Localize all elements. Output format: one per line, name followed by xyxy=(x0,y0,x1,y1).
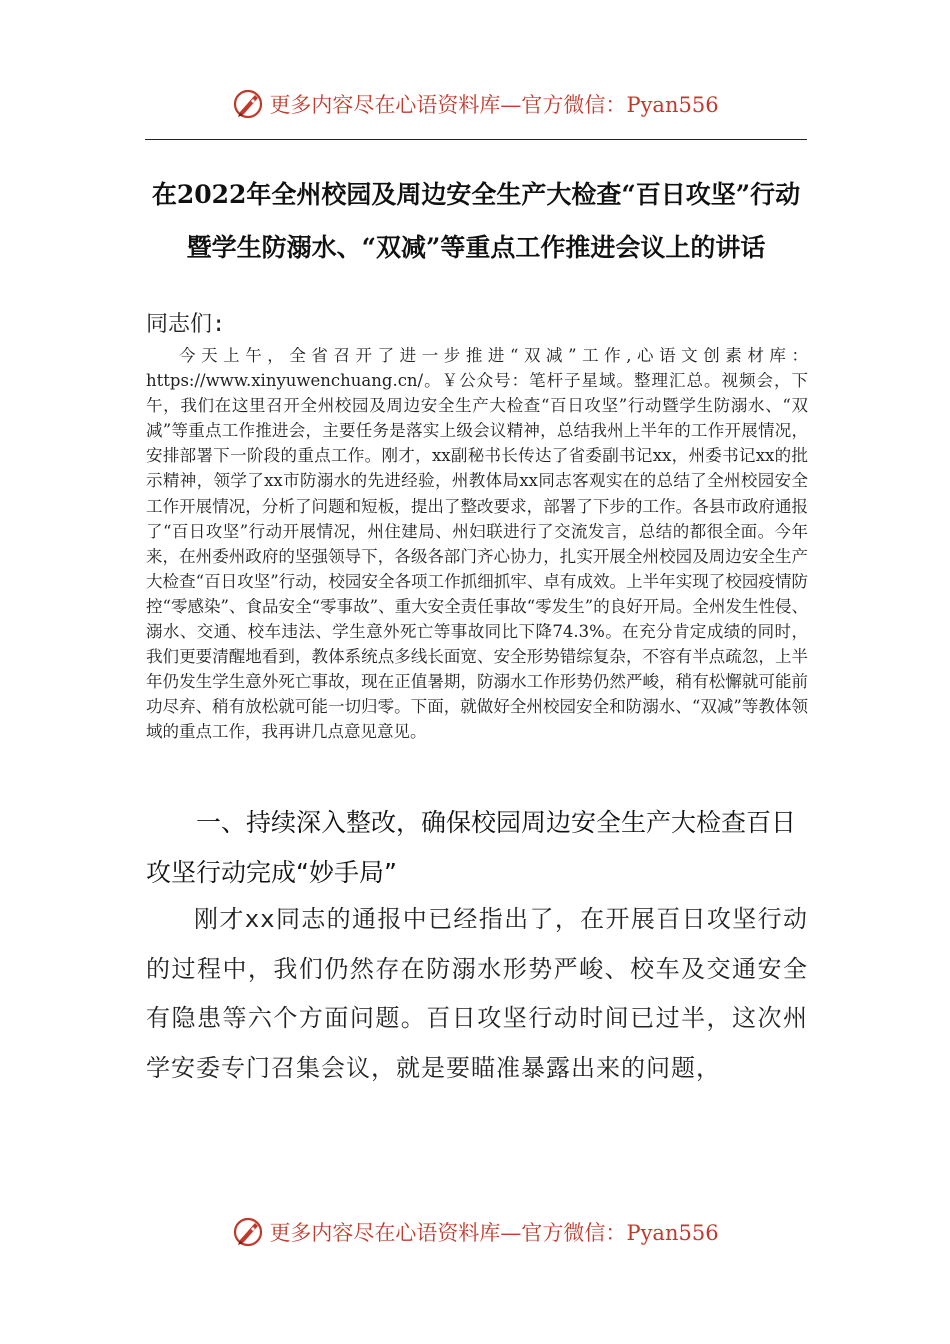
header-banner xyxy=(0,84,950,124)
pen-logo-icon xyxy=(231,1215,265,1249)
banner-text: 更多内容尽在心语资料库—官方微信：Pyan556 xyxy=(269,93,719,117)
wechat-id: Pyan556 xyxy=(626,93,719,117)
intro-paragraph: 今天上午，全省召开了进一步推进“双减”工作,心语文创素材库：https://www.xinyuwenchuang.cn/。￥公众号：笔杆子星域。整理汇总。视频会，下午，我们在这里召开全州校园及周边安全生产大检查“百日攻坚”行动暨学生防溺水、“双减”等重点工作推进会，主要任务是落实上级会议精神，总结我州上半年的工作开展情况，安排部署下一阶段的重点工作。刚才，xx副秘书长传达了省委副书记xx，州委书记xx的批示精神，领学了xx市防溺水的先进经验，州教体局xx同志客观实在的总结了全州校园安全工作开展情况，分析了问题和短板，提出了整改要求，部署了下步的工作。各县市政府通报了“百日攻坚”行动开展情况，州住建局、州妇联进行了交流发言，总结的都很全面。今年来，在州委州政府的坚强领导下，各级各部门齐心协力，扎实开展全州校园及周边安全生产大检查“百日攻坚”行动，校园安全各项工作抓细抓牢、卓有成效。上半年实现了校园疫情防控“零感染”、食品安全“零事故”、重大安全责任事故“零发生”的良好开局。全州发生性侵、溺水、交通、校车违法、学生意外死亡等事故同比下降74.3%。在充分肯定成绩的同时，我们更要清醒地看到，教体系统点多线长面宽、安全形势错综复杂，不容有半点疏忽，上半年仍发生学生意外死亡事故，现在正值暑期，防溺水工作形势仍然严峻，稍有松懈就可能前功尽弃、稍有放松就可能一切归零。下面，就做好全州校园安全和防溺水、“双减”等教体领域的重点工作，我再讲几点意见意见。 xyxy=(146,346,808,742)
header-divider xyxy=(145,139,807,140)
pen-logo-icon xyxy=(231,87,265,121)
footer-banner-text: 更多内容尽在心语资料库—官方微信：Pyan556 xyxy=(269,1221,719,1245)
document-title: 在2022年全州校园及周边安全生产大检查“百日攻坚”行动暨学生防溺水、“双减”等重点工作推进会议上的讲话 xyxy=(151,180,801,262)
footer-wechat-id: Pyan556 xyxy=(626,1221,719,1245)
section-heading-1: 一、持续深入整改，确保校园周边安全生产大检查百日攻坚行动完成“妙手局” xyxy=(146,808,797,887)
footer-banner xyxy=(0,1212,950,1252)
salutation: 同志们: xyxy=(146,312,226,337)
section-1-paragraph: 刚才xx同志的通报中已经指出了，在开展百日攻坚行动的过程中，我们仍然存在防溺水形势严峻、校车及交通安全有隐患等六个方面问题。百日攻坚行动时间已过半，这次州学安委专门召集会议，就是要瞄准暴露出来的问题， xyxy=(146,905,808,1082)
